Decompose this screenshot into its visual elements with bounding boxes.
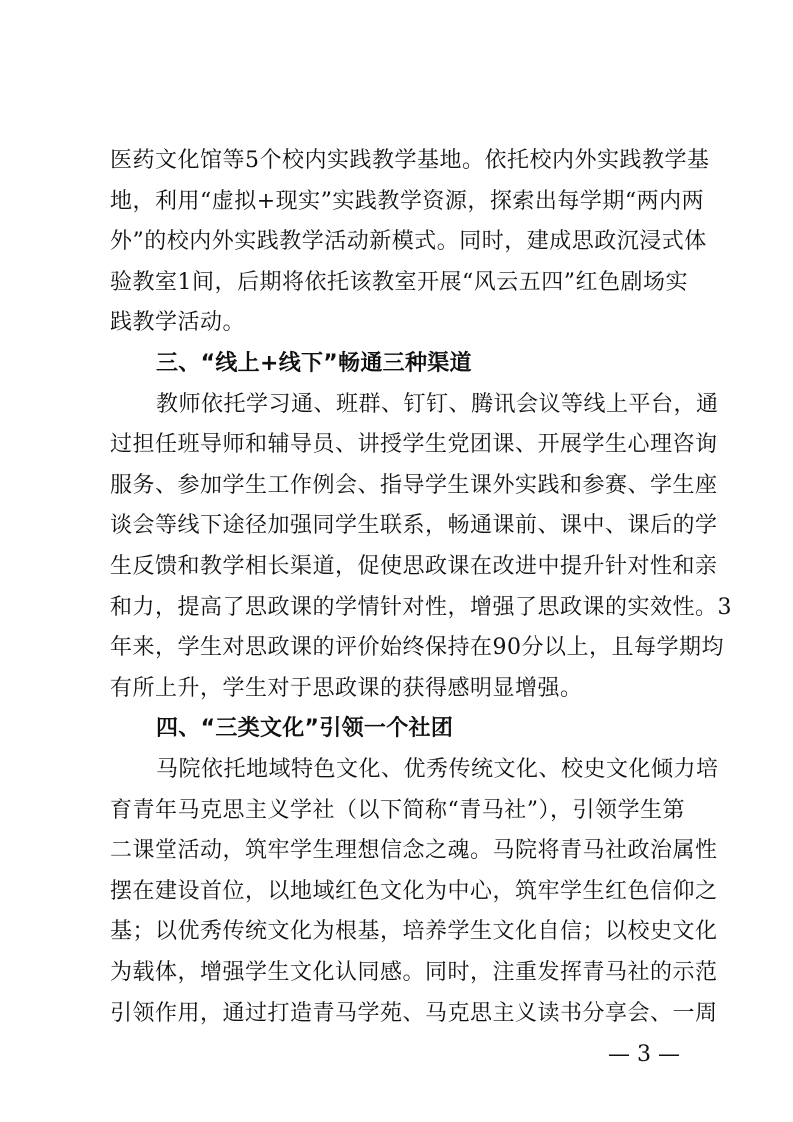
- paragraph-line: 外”的校内外实践教学活动新模式。同时，建成思政沉浸式体: [110, 229, 707, 254]
- paragraph-line: 验教室1间，后期将依托该教室开展“风云五四”红色剧场实: [110, 270, 688, 295]
- section-heading-three: 三、“线上+线下”畅通三种渠道: [156, 351, 472, 376]
- paragraph-line: 年来，学生对思政课的评价始终保持在90分以上，且每学期均: [110, 635, 724, 660]
- paragraph-line: 二课堂活动，筑牢学生理想信念之魂。马院将青马社政治属性: [110, 838, 718, 863]
- page-number: — 3 —: [608, 1042, 680, 1067]
- paragraph-line: 地，利用“虚拟+现实”实践教学资源，探索出每学期“两内两: [110, 189, 705, 214]
- paragraph-line: 谈会等线下途径加强同学生联系，畅通课前、课中、课后的学: [110, 513, 718, 538]
- paragraph-line: 教师依托学习通、班群、钉钉、腾讯会议等线上平台，通: [156, 392, 719, 417]
- paragraph-line: 育青年马克思主义学社（以下简称“青马社”），引领学生第: [110, 798, 685, 823]
- paragraph-line: 有所上升，学生对于思政课的获得感明显增强。: [110, 676, 583, 701]
- paragraph-line: 和力，提高了思政课的学情针对性，增强了思政课的实效性。3: [110, 595, 732, 620]
- section-heading-four: 四、“三类文化”引领一个社团: [156, 716, 454, 741]
- paragraph-line: 服务、参加学生工作例会、指导学生课外实践和参赛、学生座: [110, 473, 718, 498]
- paragraph-line: 医药文化馆等5个校内实践教学基地。依托校内外实践教学基: [110, 148, 710, 173]
- paragraph-line: 为载体，增强学生文化认同感。同时，注重发挥青马社的示范: [110, 960, 718, 985]
- paragraph-line: 践教学活动。: [110, 310, 246, 335]
- paragraph-line: 基；以优秀传统文化为根基，培养学生文化自信；以校史文化: [110, 919, 718, 944]
- paragraph-line: 引领作用，通过打造青马学苑、马克思主义读书分享会、一周: [110, 1001, 718, 1026]
- paragraph-line: 生反馈和教学相长渠道，促使思政课在改进中提升针对性和亲: [110, 554, 718, 579]
- paragraph-line: 过担任班导师和辅导员、讲授学生党团课、开展学生心理咨询: [110, 432, 718, 457]
- paragraph-line: 马院依托地域特色文化、优秀传统文化、校史文化倾力培: [156, 757, 719, 782]
- paragraph-line: 摆在建设首位，以地域红色文化为中心，筑牢学生红色信仰之: [110, 879, 718, 904]
